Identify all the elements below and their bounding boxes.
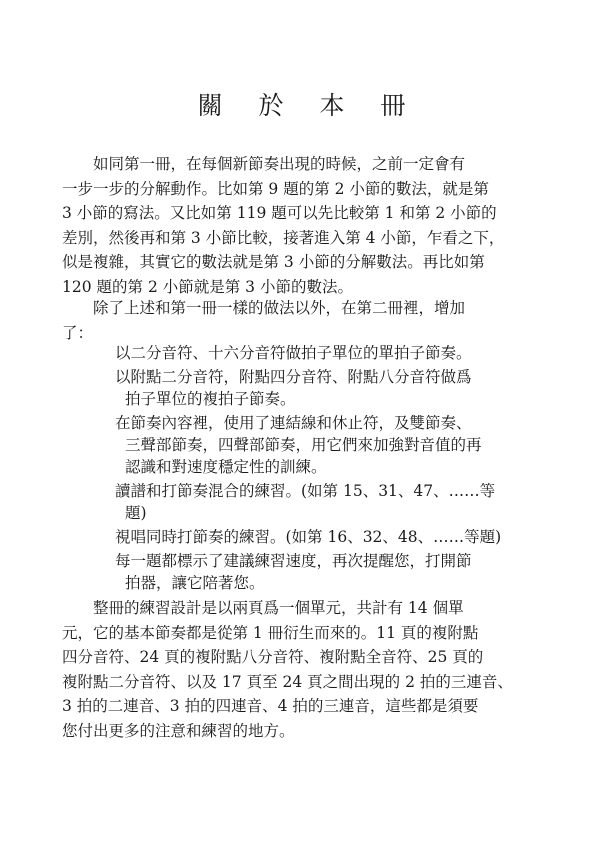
- paragraph-line: 如同第一冊，在每個新節奏出現的時候，之前一定會有: [93, 155, 466, 173]
- intro-paragraph: [62, 152, 522, 299]
- list-item: 讀譜和打節奏混合的練習。(如第 15、31、47、……等 題): [115, 482, 496, 522]
- list-item: 視唱同時打節奏的練習。(如第 16、32、48、……等題): [115, 528, 502, 546]
- paragraph-line: 除了上述和第一冊一樣的做法以外，在第二冊裡，增加: [93, 299, 466, 317]
- paragraph-line: 一步一步的分解動作。比如第 9 題的第 2 小節的數法，就是第: [62, 179, 489, 198]
- list-item: 在節奏內容裡，使用了連結線和休止符，及雙節奏、 三聲部節奏，四聲部節奏，用它們來加強對音值的再 認識和對速度穩定性的訓練。: [115, 414, 482, 476]
- paragraph-line: 120 題的第 2 小節就是第 3 小節的數法。: [62, 277, 353, 296]
- additions-intro-paragraph: [62, 296, 522, 345]
- paragraph-line: 3 拍的二連音、3 拍的四連音、4 拍的三連音，這些都是須要: [62, 697, 479, 715]
- design-paragraph: [62, 596, 522, 743]
- paragraph-line: 複附點二分音符、以及 17 頁至 24 頁之間出現的 2 拍的三連音、: [62, 672, 513, 691]
- list-item: 每一題都標示了建議練習速度，再次提醒您，打開節 拍器，讓它陪著您。: [115, 552, 472, 592]
- list-item: 以附點二分音符，附點四分音符、附點八分音符做爲 拍子單位的複拍子節奏。: [115, 368, 472, 408]
- paragraph-line: 整冊的練習設計是以兩頁爲一個單元，共計有 14 個單: [93, 599, 464, 617]
- additions-list: [115, 342, 515, 596]
- paragraph-line: 您付出更多的注意和練習的地方。: [62, 721, 295, 740]
- paragraph-line: 似是複雜，其實它的數法就是第 3 小節的分解數法。再比如第: [62, 253, 485, 271]
- paragraph-line: 差別，然後再和第 3 小節比較，接著進入第 4 小節，乍看之下，: [62, 228, 505, 247]
- paragraph-line: 元，它的基本節奏都是從第 1 冊衍生而來的。11 頁的複附點: [62, 623, 479, 642]
- paragraph-line: 3 小節的寫法。又比如第 119 題可以先比較第 1 和第 2 小節的: [62, 204, 497, 222]
- page-title: 關 於 本 冊: [197, 91, 420, 120]
- paragraph-line: 了：: [62, 323, 94, 342]
- paragraph-line: 四分音符、24 頁的複附點八分音符、複附點全音符、25 頁的: [62, 648, 484, 666]
- list-item: 以二分音符、十六分音符做拍子單位的單拍子節奏。: [115, 344, 472, 362]
